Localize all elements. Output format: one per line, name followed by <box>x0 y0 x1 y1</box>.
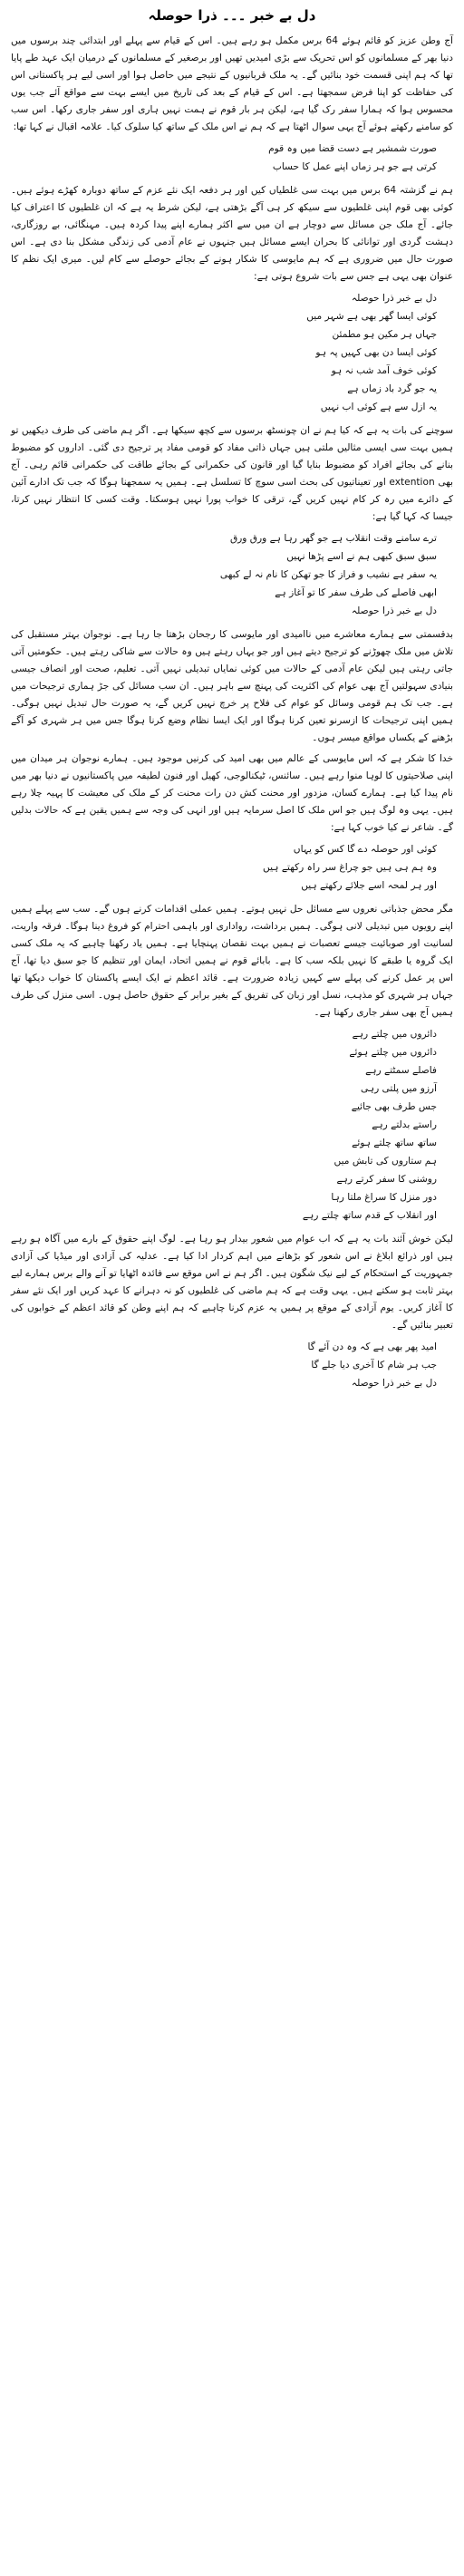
article-paragraph: خدا کا شکر ہے کہ اس مایوسی کے عالم میں بھی امید کی کرنیں موجود ہیں۔ ہمارے نوجوان ہر میدان میں اپنی صلاحیتوں کا لوہا منوا رہے ہیں۔ سائنس، ٹیکنالوجی، کھیل اور فنون لطیفہ میں پاکستانیوں نے دنیا بھر میں نام پیدا کیا ہے۔ ہمارے کسان، مزدور اور محنت کش دن رات محنت کر کے ملک کی معیشت کا پہیہ چلا رہے ہیں۔ یہی وہ لوگ ہیں جو اس ملک کا اصل سرمایہ ہیں اور انہی کی وجہ سے ہمیں یقین ہے کہ حالات بدلیں گے۔ شاعر نے کیا خوب کہا ہے: <box>11 753 453 833</box>
poem-line: یہ سفر ہے نشیب و فراز کا جو تھکن کا نام نہ لے کبھی <box>219 569 437 580</box>
poem-line: کوئی ایسا دن بھی کہیں پہ ہو <box>315 347 437 358</box>
poem-line: دائروں میں چلتے ہوئے <box>349 1047 437 1058</box>
article-paragraph: لیکن خوش آئند بات یہ ہے کہ اب عوام میں شعور بیدار ہو رہا ہے۔ لوگ اپنے حقوق کے بارے میں آگاہ ہو رہے ہیں اور ذرائع ابلاغ نے اس شعور کو بڑھانے میں اہم کردار ادا کیا ہے۔ عدلیہ کی آزادی اور میڈیا کی آزادی جمہوریت کے استحکام کے لیے نیک شگون ہیں۔ اگر ہم نے اس موقع سے فائدہ اٹھایا تو آنے والے برس ہمارے لیے بہتر ثابت ہو سکتے ہیں۔ یہی وقت ہے کہ ہم ماضی کی غلطیوں کو نہ دہرانے کا عہد کریں اور ایک نئے سفر کا آغاز کریں۔ یوم آزادی کے موقع پر ہمیں یہ عزم کرنا چاہیے کہ ہم اپنے وطن کو قائد اعظم کے خوابوں کی تعبیر بنائیں گے۔ <box>11 1234 453 1331</box>
poem-line: جس طرف بھی جائیے <box>351 1101 437 1112</box>
article-title: دل بے خبر ۔۔۔ ذرا حوصلہ <box>148 7 316 24</box>
poem-line: روشنی کا سفر کرتے رہے <box>336 1174 437 1185</box>
poem-stanza <box>11 840 453 895</box>
poem-line: یہ جو گرد باد زماں ہے <box>347 383 437 394</box>
poem-line: جب ہر شام کا آخری دیا جلے گا <box>311 1360 437 1370</box>
poem-line: اور ہر لمحہ اسے جلائے رکھتے ہیں <box>301 880 437 891</box>
poem-line: ابھی فاصلے کی طرف سفر کا تو آغاز ہے <box>275 587 437 598</box>
article-paragraph: مگر محض جذباتی نعروں سے مسائل حل نہیں ہوتے۔ ہمیں عملی اقدامات کرنے ہوں گے۔ سب سے پہلے ہمیں اپنے رویوں میں تبدیلی لانی ہوگی۔ ہمیں برداشت، رواداری اور باہمی احترام کو فروغ دینا ہوگا۔ فرقہ واریت، لسانیت اور صوبائیت جیسے تعصبات نے ہمیں بہت نقصان پہنچایا ہے۔ ہمیں یاد رکھنا چاہیے کہ یہ ملک کسی ایک گروہ یا طبقے کا نہیں بلکہ سب کا ہے۔ بابائے قوم نے ہمیں اتحاد، ایمان اور تنظیم کا جو سبق دیا تھا، آج اس پر عمل کرنے کی پہلے سے کہیں زیادہ ضرورت ہے۔ قائد اعظم نے ایک ایسے پاکستان کا خواب دیکھا تھا جہاں ہر شہری کو مذہب، نسل اور زبان کی تفریق کے بغیر برابر کے حقوق حاصل ہوں۔ اسی منزل کی طرف ہمیں آج بھی سفر جاری رکھنا ہے۔ <box>11 904 453 1018</box>
poem-line: کوئی ایسا گھر بھی ہے شہر میں <box>306 311 437 322</box>
poem-line: کوئی خوف آمد شب نہ ہو <box>331 365 437 376</box>
poem-line: دل بے خبر ذرا حوصلہ <box>351 1378 437 1389</box>
poem-line: سبق سبق کبھی ہم نے اسے پڑھا نہیں <box>286 551 437 562</box>
poem-line: کرتی ہے جو ہر زماں اپنے عمل کا حساب <box>272 161 437 172</box>
poem-stanza <box>11 1338 453 1392</box>
poem-line: ترے سامنے وقت انقلاب ہے جو گھر رہا ہے ورق ورق <box>229 533 437 544</box>
poem-stanza <box>11 140 453 176</box>
poem-line: جہاں ہر مکین ہو مطمئن <box>332 329 437 340</box>
poem-line: کوئی اور حوصلہ دے گا کس کو یہاں <box>293 844 437 855</box>
article-paragraph: سوچنے کی بات یہ ہے کہ کیا ہم نے ان چونسٹھ برسوں سے کچھ سیکھا ہے۔ اگر ہم ماضی کی طرف دیکھیں تو ہمیں بہت سی ایسی مثالیں ملتی ہیں جہاں ذاتی مفاد کو قومی مفاد پر ترجیح دی گئی۔ اداروں کو مضبوط بنانے کی بجائے افراد کو مضبوط بنایا گیا اور قانون کی حکمرانی کے بجائے طاقت کی حکمرانی قائم رہی۔ آج بھی extention اور تعیناتیوں کی بحث اسی سوچ کا تسلسل ہے۔ ہمیں یہ سمجھنا ہوگا کہ جب تک ادارے آئین کے دائرے میں رہ کر کام نہیں کریں گے، ترقی کا خواب پورا نہیں ہوسکتا۔ وقت کسی کا انتظار نہیں کرتا، جیسا کہ کہا گیا ہے: <box>11 425 453 522</box>
poem-stanza <box>11 1025 453 1225</box>
poem-stanza <box>11 529 453 620</box>
poem-line: اور انقلاب کے قدم ساتھ چلتے رہے <box>302 1210 437 1221</box>
poem-line: دل بے خبر ذرا حوصلہ <box>351 293 437 304</box>
article-paragraph: آج وطن عزیز کو قائم ہوئے 64 برس مکمل ہو رہے ہیں۔ اس کے قیام سے پہلے اور ابتدائی چند برسوں میں دنیا بھر کے مسلمانوں کو اس تحریک سے بڑی امیدیں تھیں اور برصغیر کے مسلمانوں کے درمیان ایک عہد طے پایا تھا کہ ہم اپنی قسمت خود بنائیں گے۔ یہ ملک قربانیوں کے نتیجے میں حاصل ہوا اور اسی لیے ہر پاکستانی اس کی حفاظت کو اپنا فرض سمجھتا ہے۔ اس کے قیام کے بعد کی تاریخ میں ایسے بہت سے مواقع آئے جب یوں محسوس ہوا کہ ہمارا سفر رک گیا ہے، لیکن ہر بار قوم نے ہمت نہیں ہاری اور سفر جاری رکھا۔ اس سب کو سامنے رکھتے ہوئے آج یہی سوال اٹھتا ہے کہ ہم نے اس ملک کے ساتھ کیا سلوک کیا۔ علامہ اقبال نے کہا تھا: <box>11 35 453 132</box>
poem-line: دل بے خبر ذرا حوصلہ <box>351 605 437 616</box>
article-paragraph: ہم نے گزشتہ 64 برس میں بہت سی غلطیاں کیں اور ہر دفعہ ایک نئے عزم کے ساتھ دوبارہ کھڑے ہوئے ہیں۔ کوئی بھی قوم اپنی غلطیوں سے سیکھ کر ہی آگے بڑھتی ہے، لیکن شرط یہ ہے کہ ان غلطیوں کا اعتراف کیا جائے۔ آج ملک جن مسائل سے دوچار ہے ان میں سے اکثر ہمارے اپنے پیدا کردہ ہیں۔ مہنگائی، بے روزگاری، دہشت گردی اور توانائی کا بحران ایسے مسائل ہیں جنہوں نے عام آدمی کی زندگی مشکل بنا دی ہے۔ اس صورت حال میں ضروری ہے کہ ہم مایوسی کا شکار ہونے کے بجائے حوصلے سے کام لیں۔ میری ایک نظم کا عنوان بھی یہی ہے جس سے بات شروع ہوتی ہے: <box>11 185 453 282</box>
poem-line: امید پھر بھی ہے کہ وہ دن آئے گا <box>307 1341 437 1352</box>
article-paragraph: بدقسمتی سے ہمارے معاشرے میں ناامیدی اور مایوسی کا رجحان بڑھتا جا رہا ہے۔ نوجوان بہتر مستقبل کی تلاش میں ملک چھوڑنے کو ترجیح دیتے ہیں اور جو یہاں رہتے ہیں وہ حالات سے شاکی رہتے ہیں۔ حکومتیں آتی جاتی رہتی ہیں لیکن عام آدمی کے حالات میں کوئی نمایاں تبدیلی نہیں آتی۔ تعلیم، صحت اور انصاف جیسی بنیادی سہولتیں آج بھی عوام کی اکثریت کی پہنچ سے باہر ہیں۔ ان سب مسائل کی جڑ ہماری ترجیحات میں ہے۔ جب تک ہم قومی وسائل کو عوام کی فلاح پر خرچ نہیں کریں گے، یہ صورت حال تبدیل نہیں ہوگی۔ ہمیں اپنی ترجیحات کا ازسرنو تعین کرنا ہوگا اور ایک ایسا نظام وضع کرنا ہوگا جس میں ہر شہری کو آگے بڑھنے کے یکساں مواقع میسر ہوں۔ <box>11 629 453 743</box>
poem-line: دور منزل کا سراغ ملتا رہا <box>331 1192 437 1203</box>
poem-stanza <box>11 289 453 416</box>
article-body <box>11 33 453 1392</box>
poem-line: یہ ازل سے ہے کوئی اب نہیں <box>320 402 437 412</box>
poem-line: ساتھ ساتھ چلتے ہوئے <box>352 1138 437 1148</box>
poem-line: ہم ستاروں کی تابش میں <box>334 1156 437 1167</box>
poem-line: وہ ہم ہی ہیں جو چراغ سر راہ رکھتے ہیں <box>263 862 437 873</box>
poem-line: آرزو میں پلتی رہی <box>361 1083 437 1094</box>
poem-line: فاصلے سمٹتے رہے <box>365 1065 437 1076</box>
poem-line: دائروں میں چلتے رہے <box>352 1029 437 1040</box>
poem-line: صورت شمشیر ہے دست قضا میں وہ قوم <box>268 143 437 154</box>
poem-line: راستے بدلتے رہے <box>372 1119 437 1130</box>
